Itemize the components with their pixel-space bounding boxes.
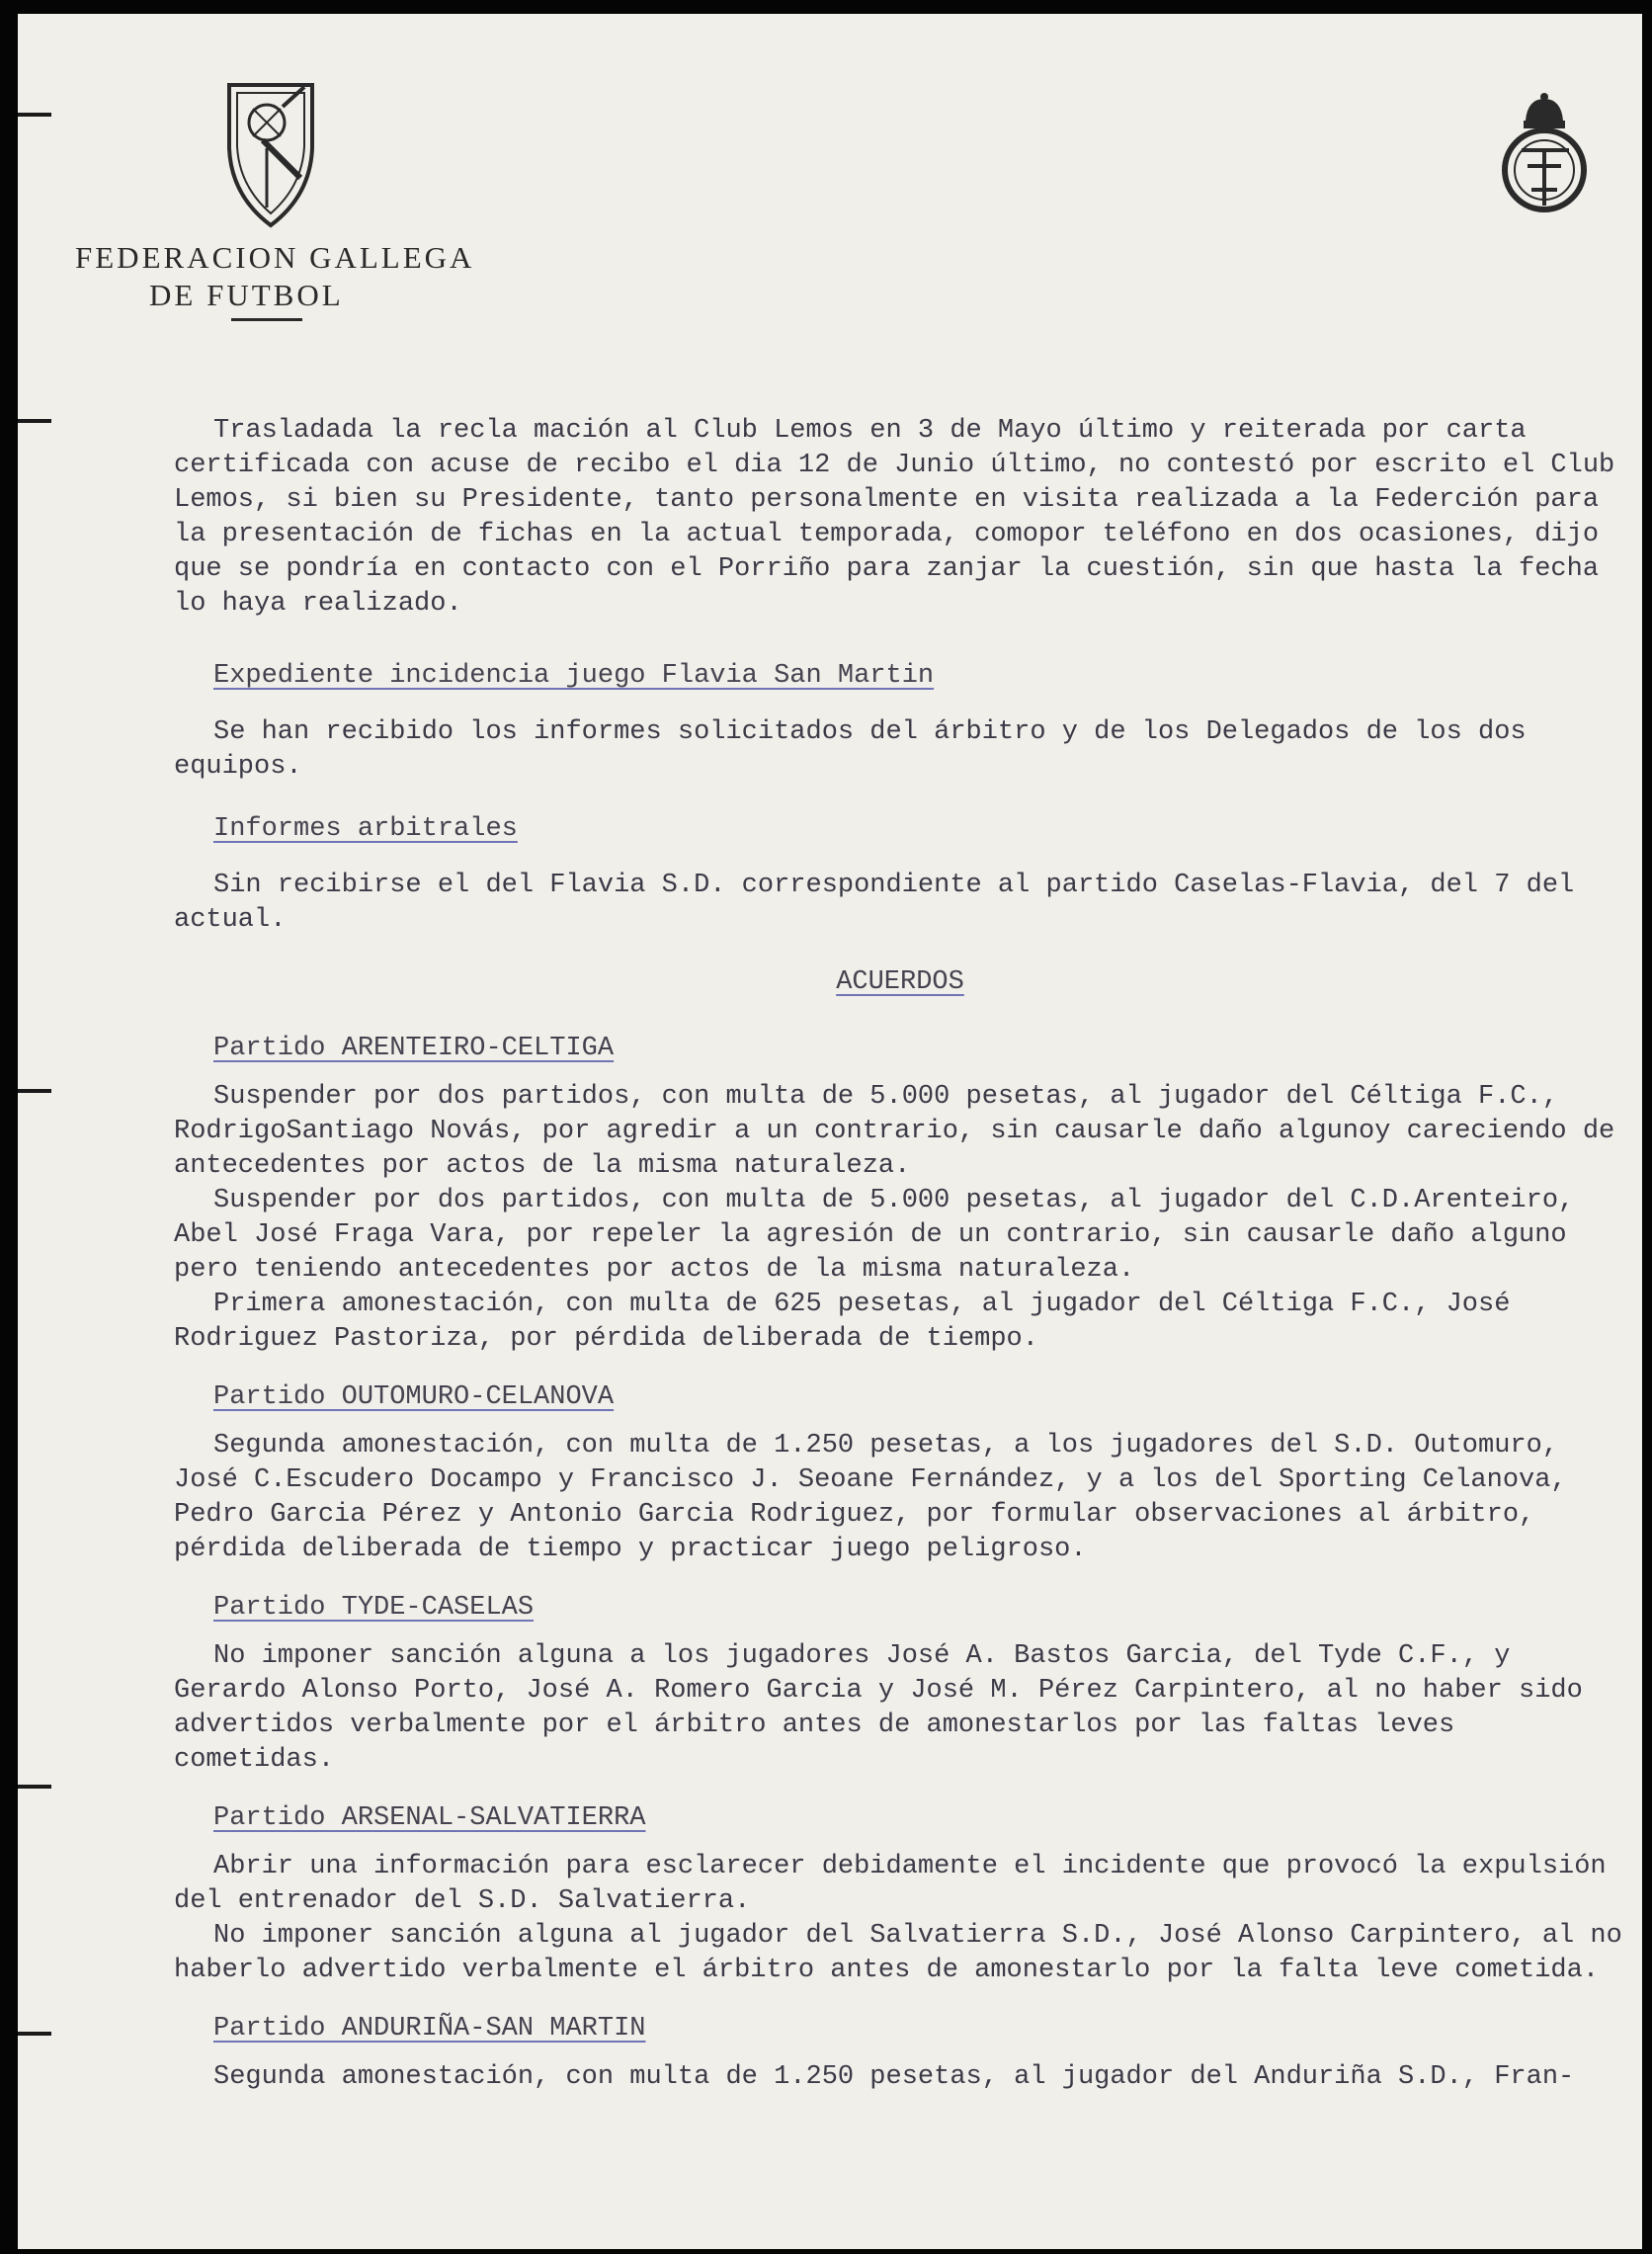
section-text: Se han recibido los informes solicitados del árbitro y de los Delegados de los dos equipos.	[174, 717, 1527, 782]
acuerdos-title: ACUERDOS	[836, 967, 964, 997]
header-divider	[231, 318, 302, 321]
rfef-crown-logo	[1498, 91, 1591, 219]
ruling-paragraph: Primera amonestación, con multa de 625 pesetas, al jugador del Céltiga F.C., José Rodriguez Pastoriza, por pérdida deliberada de tiempo.	[174, 1290, 1511, 1354]
ruling-paragraph: Suspender por dos partidos, con multa de 5.000 pesetas, al jugador del C.D.Arenteiro, Abel José Fraga Vara, por repeler la agresión de un contrario, sin causarle daño alguno pero teniendo antecedentes por actos de la misma naturaleza.	[174, 1186, 1575, 1285]
punch-hole-mark	[18, 419, 51, 423]
letter-body	[174, 414, 1626, 2095]
org-name-line2: DE FUTBOL	[149, 278, 344, 312]
match-heading: Partido ANDURIÑA-SAN MARTIN	[213, 2014, 646, 2044]
ruling-paragraph: Segunda amonestación, con multa de 1.250 pesetas, al jugador del Anduriña S.D., Fran-	[213, 2062, 1575, 2092]
ruling-paragraph: Segunda amonestación, con multa de 1.250 pesetas, a los jugadores del S.D. Outomuro, José C.Escudero Docampo y Francisco J. Seoane Fernández, y a los del Sporting Celanova, Pedro Garcia Pérez y Antonio Garcia Rodriguez, por formular observaciones al árbitro, pérdida deliberada de tiempo y practicar juego peligroso.	[174, 1431, 1567, 1564]
document-page	[18, 14, 1642, 2249]
org-name-line1: FEDERACION GALLEGA	[75, 240, 475, 275]
section-text: Sin recibirse el del Flavia S.D. correspondiente al partido Caselas-Flavia, del 7 del actual.	[174, 871, 1575, 935]
section-heading: Informes arbitrales	[213, 814, 518, 844]
federation-shield-logo	[223, 79, 318, 229]
organization-name	[75, 239, 474, 314]
punch-hole-mark	[18, 2032, 51, 2036]
ruling-paragraph: No imponer sanción alguna a los jugadores José A. Bastos Garcia, del Tyde C.F., y Gerardo Alonso Porto, José A. Romero Garcia y José M. Pérez Carpintero, al no haber sido advertidos verbalmente por el árbitro antes de amonestarlos por las faltas leves cometidas.	[174, 1641, 1583, 1775]
ruling-paragraph: No imponer sanción alguna al jugador del Salvatierra S.D., José Alonso Carpintero, al no haberlo advertido verbalmente el árbitro antes de amonestarlo por la falta leve cometida.	[174, 1921, 1622, 1985]
ruling-paragraph: Abrir una información para esclarecer debidamente el incidente que provocó la expulsión del entrenador del S.D. Salvatierra.	[174, 1852, 1607, 1916]
punch-hole-mark	[18, 1785, 51, 1789]
section-heading: Expediente incidencia juego Flavia San Martin	[213, 661, 935, 691]
ruling-paragraph: Suspender por dos partidos, con multa de 5.000 pesetas, al jugador del Céltiga F.C., RodrigoSantiago Novás, por agredir a un contrario, sin causarle daño algunoy careciendo de antecedentes por actos de la misma naturaleza.	[174, 1082, 1615, 1181]
match-heading: Partido ARSENAL-SALVATIERRA	[213, 1803, 646, 1833]
match-heading: Partido TYDE-CASELAS	[213, 1593, 535, 1623]
intro-paragraph: Trasladada la recla mación al Club Lemos en 3 de Mayo último y reiterada por carta certificada con acuse de recibo el dia 12 de Junio último, no contestó por escrito el Club Lemos, si bien su Presidente, tanto personalmente en visita realizada a la Federción para la presentación de fichas en la actual temporada, comopor teléfono en dos ocasiones, dijo que se pondría en contacto con el Porriño para zanjar la cuestión, sin que hasta la fecha lo haya realizado.	[174, 416, 1615, 619]
punch-hole-mark	[18, 1089, 51, 1093]
match-heading: Partido ARENTEIRO-CELTIGA	[213, 1034, 615, 1063]
match-heading: Partido OUTOMURO-CELANOVA	[213, 1382, 615, 1412]
punch-hole-mark	[18, 113, 51, 117]
